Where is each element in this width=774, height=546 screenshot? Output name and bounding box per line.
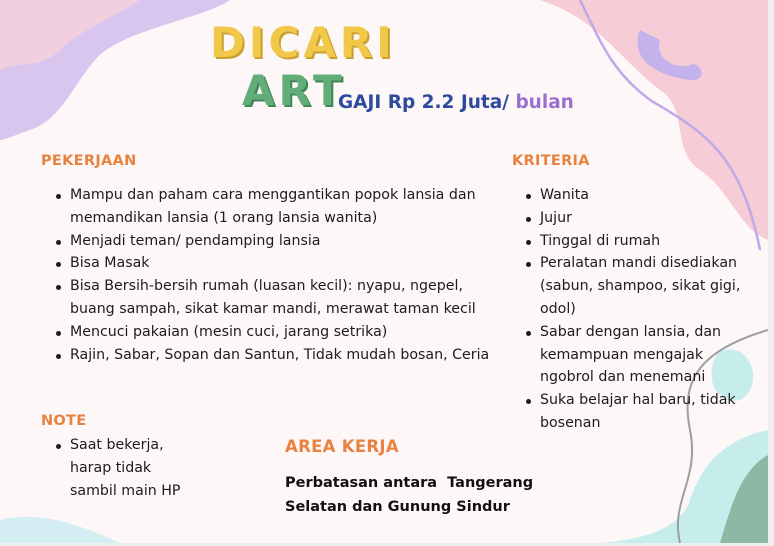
area-heading: AREA KERJA (285, 437, 399, 456)
list-item: Peralatan mandi disediakan (sabun, shampoo, sikat gigi, odol) (526, 252, 744, 320)
list-item: Wanita (526, 184, 744, 207)
list-item: Mampu dan paham cara menggantikan popok lansia dan memandikan lansia (1 orang lansia wanita) (56, 184, 496, 230)
pekerjaan-list (56, 184, 496, 366)
list-item: Jujur (526, 207, 744, 230)
salary-amount: GAJI Rp 2.2 Juta/ (338, 92, 509, 113)
list-item: Sabar dengan lansia, dan kemampuan mengajak ngobrol dan menemani (526, 321, 744, 389)
title-line2: ART (242, 66, 346, 115)
kriteria-heading: KRITERIA (512, 153, 590, 169)
list-item: Bisa Masak (56, 252, 496, 275)
area-line2: Selatan dan Gunung Sindur (285, 499, 510, 515)
list-item: Mencuci pakaian (mesin cuci, jarang setrika) (56, 321, 496, 344)
list-item: Suka belajar hal baru, tidak bosenan (526, 389, 744, 435)
title-line1: DICARI (210, 18, 396, 67)
area-text (285, 471, 533, 519)
salary-period: bulan (509, 92, 574, 113)
list-item: Saat bekerja, harap tidak sambil main HP (56, 434, 184, 502)
list-item: Tinggal di rumah (526, 230, 744, 253)
kriteria-list (526, 184, 744, 435)
list-item: Bisa Bersih-bersih rumah (luasan kecil): nyapu, ngepel, buang sampah, sikat kamar mandi, merawat taman kecil (56, 275, 496, 321)
blue-blob-bottom-left (0, 517, 120, 543)
salary-text (338, 92, 574, 113)
note-heading: NOTE (41, 413, 87, 429)
list-item: Menjadi teman/ pendamping lansia (56, 230, 496, 253)
pekerjaan-heading: PEKERJAAN (41, 153, 137, 169)
area-line1: Perbatasan antara Tangerang (285, 475, 534, 491)
note-list (56, 434, 184, 502)
list-item: Rajin, Sabar, Sopan dan Santun, Tidak mudah bosan, Ceria (56, 344, 496, 367)
